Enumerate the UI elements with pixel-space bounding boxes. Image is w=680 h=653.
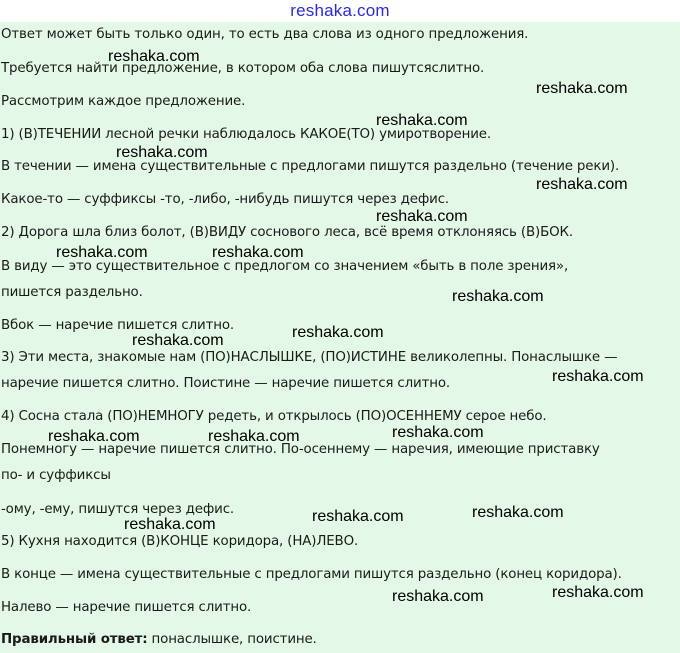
watermark: reshaka.com — [292, 324, 384, 341]
text-line: В конце — имена существительные с предлогами пишутся раздельно (конец коридора). — [1, 567, 622, 582]
text-line: наречие пишется слитно. Поистине — наречие пишется слитно. — [1, 376, 451, 391]
text-line: Какое-то — суффиксы -то, -либо, -нибудь пишутся через дефис. — [1, 192, 450, 207]
watermark: reshaka.com — [212, 244, 304, 261]
watermark: reshaka.com — [376, 112, 468, 129]
text-line: 4) Сосна стала (ПО)НЕМНОГУ редеть, и открылось (ПО)ОСЕННЕМУ серое небо. — [1, 409, 547, 424]
watermark: reshaka.com — [536, 80, 628, 97]
answer-value: понаслышке, поистине. — [147, 632, 317, 647]
watermark: reshaka.com — [48, 428, 140, 445]
text-line: В виду — это существительное с предлогом со значением «быть в поле зрения», — [1, 259, 569, 274]
text-line: 1) (В)ТЕЧЕНИИ лесной речки наблюдалось КАКОЕ(ТО) умиротворение. — [1, 127, 491, 142]
answer-label: Правильный ответ: — [1, 632, 148, 647]
watermark: reshaka.com — [392, 588, 484, 605]
text-line: Рассмотрим каждое предложение. — [1, 94, 246, 109]
text-line: 5) Кухня находится (В)КОНЦЕ коридора, (НА)ЛЕВО. — [1, 534, 359, 549]
site-header — [0, 0, 680, 22]
text-line: Налево — наречие пишется слитно. — [1, 600, 252, 615]
watermark: reshaka.com — [56, 244, 148, 261]
text-line: В течении — имена существительные с предлогами пишутся раздельно (течение реки). — [1, 159, 620, 174]
text-line: пишется раздельно. — [1, 285, 143, 300]
text-line: по- и суффиксы — [1, 468, 111, 483]
watermark: reshaka.com — [536, 176, 628, 193]
watermark: reshaka.com — [472, 504, 564, 521]
watermark: reshaka.com — [132, 332, 224, 349]
watermark: reshaka.com — [124, 516, 216, 533]
text-line: Ответ может быть только один, то есть два слова из одного предложения. — [1, 27, 529, 42]
watermark: reshaka.com — [116, 144, 208, 161]
answer-content — [0, 22, 680, 653]
watermark: reshaka.com — [452, 288, 544, 305]
text-line: Понемногу — наречие пишется слитно. По-осеннему — наречия, имеющие приставку — [1, 442, 600, 457]
site-logo[interactable]: reshaka.com — [290, 1, 390, 20]
text-line: Вбок — наречие пишется слитно. — [1, 318, 234, 333]
watermark: reshaka.com — [108, 48, 200, 65]
watermark: reshaka.com — [552, 368, 644, 385]
correct-answer — [1, 631, 317, 648]
watermark: reshaka.com — [552, 584, 644, 601]
text-line: 2) Дорога шла близ болот, (В)ВИДУ соснового леса, всё время отклоняясь (В)БОК. — [1, 225, 573, 240]
watermark: reshaka.com — [392, 424, 484, 441]
text-line: 3) Эти места, знакомые нам (ПО)НАСЛЫШКЕ, (ПО)ИСТИНЕ великолепны. Понаслышке — — [1, 350, 618, 365]
text-line: Требуется найти предложение, в котором оба слова пишутсяслитно. — [1, 61, 485, 76]
text-line: -ому, -ему, пишутся через дефис. — [1, 502, 235, 517]
watermark: reshaka.com — [208, 428, 300, 445]
watermark: reshaka.com — [376, 208, 468, 225]
watermark: reshaka.com — [312, 508, 404, 525]
